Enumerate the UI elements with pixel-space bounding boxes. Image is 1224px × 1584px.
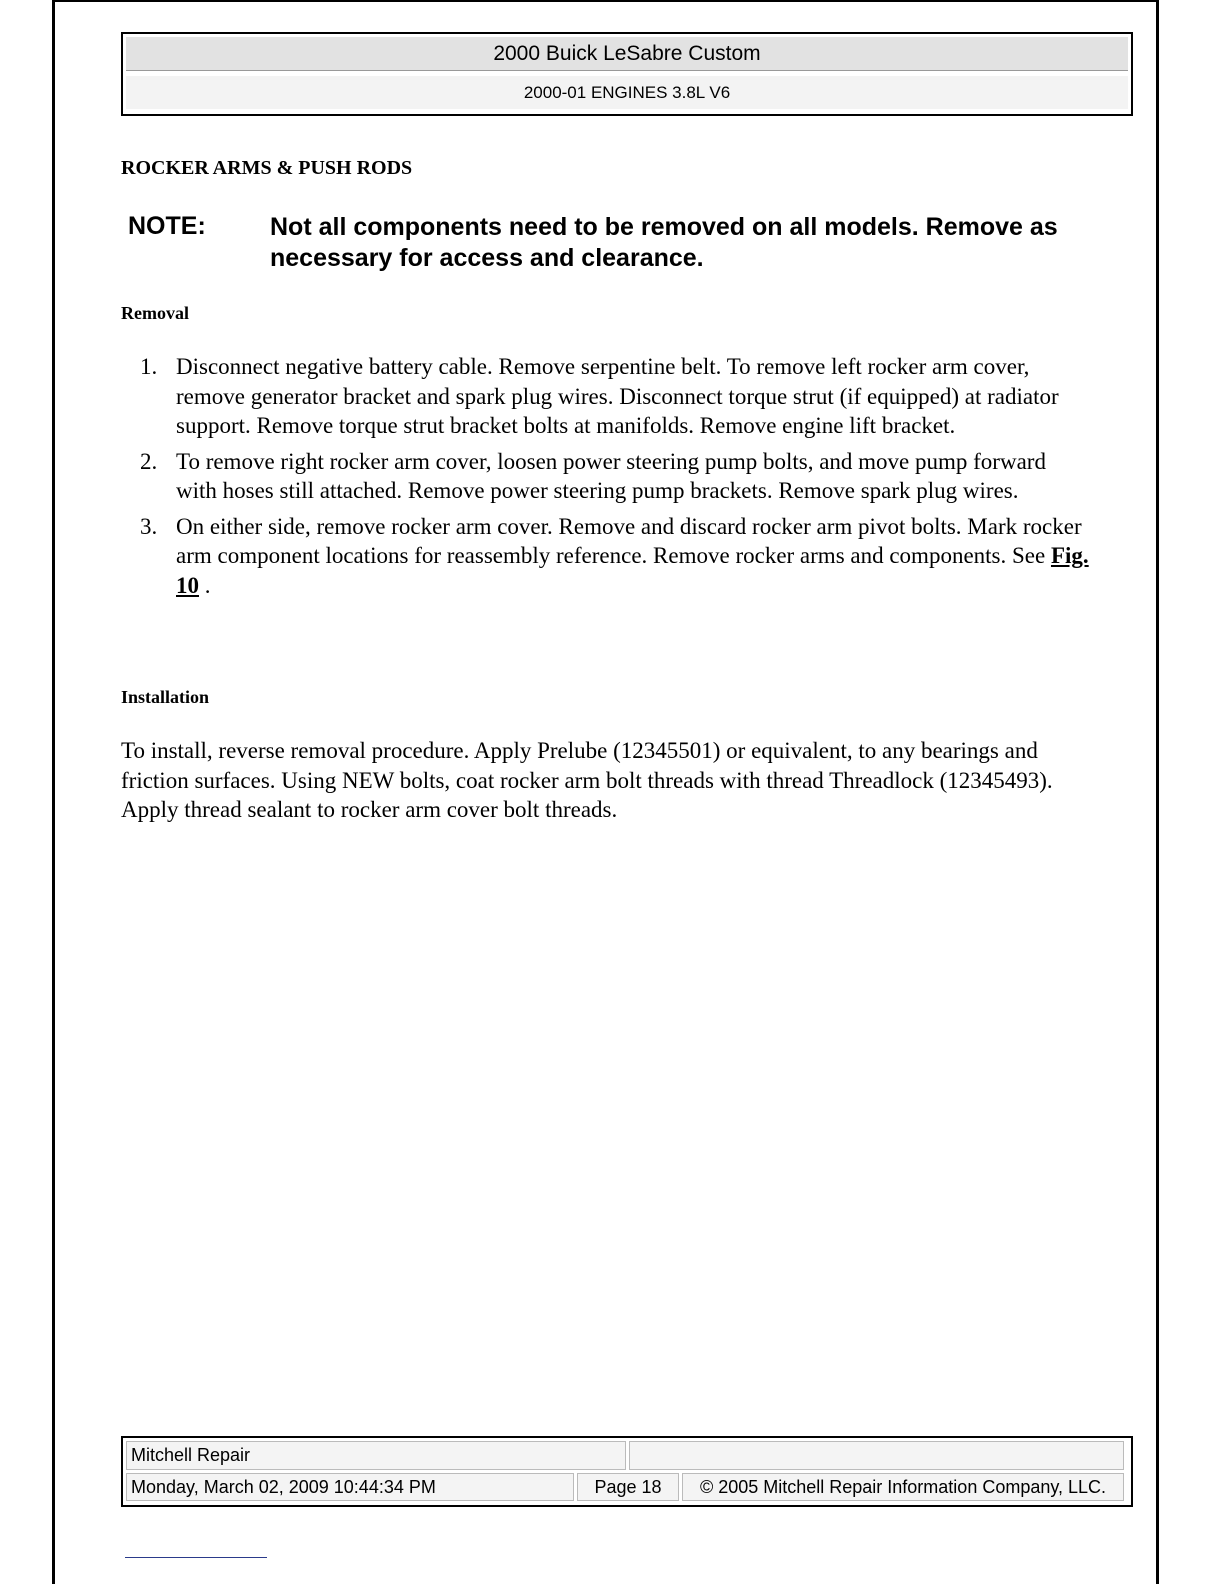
removal-step (121, 512, 1091, 601)
installation-text: To install, reverse removal procedure. Apply Prelube (12345501) or equivalent, to any bearings and friction surfaces. Using NEW bolts, coat rocker arm bolt threads with thread Threadlock (12345493). Apply thread sealant to rocker arm cover bolt threads. (121, 738, 1053, 822)
footer-source: Mitchell Repair (126, 1441, 626, 1470)
removal-heading: Removal (121, 303, 189, 323)
removal-step (121, 352, 1091, 441)
removal-steps (121, 352, 1091, 606)
step-number: 3. (140, 513, 158, 539)
step-text-end: . (199, 572, 211, 598)
note-label: NOTE: (128, 212, 206, 240)
page-border-left (52, 0, 55, 1584)
fig-10-link[interactable]: Fig. 10 (176, 543, 1089, 598)
step-text: On either side, remove rocker arm cover. Remove and discard rocker arm pivot bolts. Mark rocker arm component locations for reassembly reference. Remove rocker arms and components. See (176, 513, 1082, 568)
footnote-rule (125, 1557, 267, 1558)
footer-timestamp: Monday, March 02, 2009 10:44:34 PM (126, 1473, 574, 1501)
removal-step (121, 447, 1091, 506)
footer-page-number: Page 18 (577, 1473, 679, 1501)
note-text: Not all components need to be removed on all models. Remove as necessary for access and clearance. (270, 213, 1058, 272)
document-header (121, 32, 1133, 116)
section-title: ROCKER ARMS & PUSH RODS (121, 157, 413, 179)
vehicle-title: 2000 Buick LeSabre Custom (126, 37, 1128, 71)
engine-subtitle: 2000-01 ENGINES 3.8L V6 (126, 76, 1128, 109)
step-number: 1. (140, 354, 158, 379)
page-border-top (52, 0, 1159, 2)
step-number: 2. (140, 448, 158, 474)
page-border-right (1156, 0, 1159, 1584)
step-text: To remove right rocker arm cover, loosen power steering pump bolts, and move pump forward with hoses still attached. Remove power steering pump brackets. Remove spark plug wires. (176, 448, 1046, 503)
installation-heading: Installation (121, 687, 210, 707)
document-footer (121, 1436, 1133, 1507)
step-text: Disconnect negative battery cable. Remove serpentine belt. To remove left rocker arm cover, remove generator bracket and spark plug wires. Disconnect torque strut (if equipped) at radiator support. Remove torque strut bracket bolts at manifolds. Remove engine lift bracket. (176, 354, 1059, 438)
footer-blank-cell (629, 1441, 1124, 1470)
footer-copyright: © 2005 Mitchell Repair Information Company, LLC. (682, 1473, 1124, 1501)
